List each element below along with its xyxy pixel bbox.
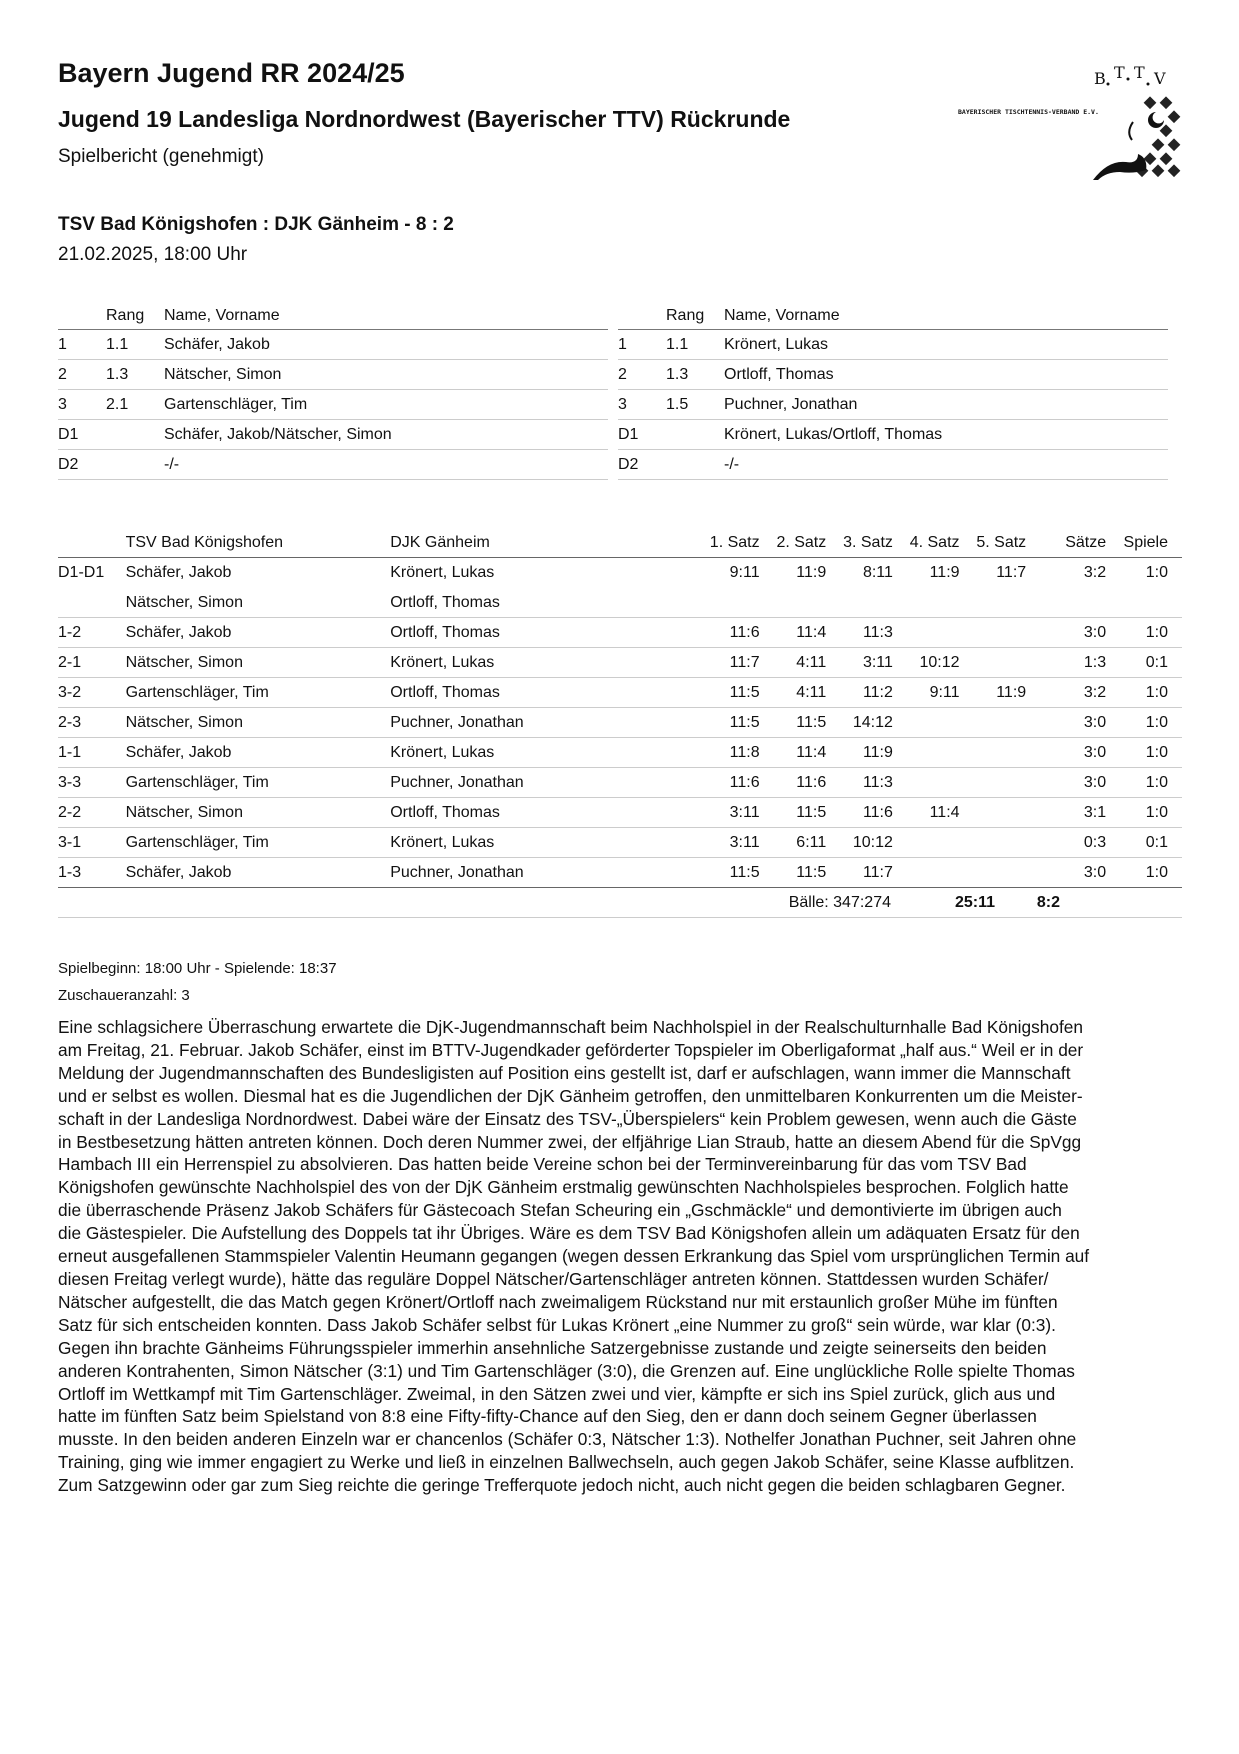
result-cell-away: Puchner, Jonathan <box>390 713 524 731</box>
result-cell-s4: 9:11 <box>929 683 960 701</box>
result-cell-spiele: 1:0 <box>1145 623 1169 641</box>
report-line: und er selbst es wollen. Diesmal hat es die Jugendlichen der DjK Gänheim getroffen, den unmittelbaren Konkurrenten um die Meister- <box>58 1085 1083 1106</box>
totals-row <box>58 888 1182 918</box>
balls-total: Bälle: 347:274 <box>788 893 891 911</box>
result-cell-key: 2-3 <box>58 713 82 731</box>
logo-letter-v: V <box>1154 69 1166 88</box>
result-cell-spiele: 1:0 <box>1145 683 1169 701</box>
result-cell-s3: 11:6 <box>862 803 893 821</box>
result-cell-away: Krönert, Lukas <box>390 653 495 671</box>
result-cell-home: Nätscher, Simon <box>125 653 243 671</box>
result-cell-s3: 14:12 <box>852 713 893 731</box>
result-cell-saetze: 3:0 <box>1083 773 1107 791</box>
results-header <box>58 528 1182 558</box>
match-title: TSV Bad Königshofen : DJK Gänheim - 8 : 2 <box>58 214 454 235</box>
result-cell-away: Krönert, Lukas <box>390 743 495 761</box>
result-cell-away: Ortloff, Thomas <box>390 623 500 641</box>
roster-row <box>618 420 1168 450</box>
roster-pos: D2 <box>58 455 79 473</box>
result-cell-spiele: 1:0 <box>1145 713 1169 731</box>
result-cell-s1: 11:5 <box>729 863 760 881</box>
roster-row <box>618 390 1168 420</box>
saetze-total: 25:11 <box>954 893 995 911</box>
report-line: diesen Freitag verlegt wurde), hätte das reguläre Doppel Nätscher/Gartenschläger antreten können. Stattdessen wurden Schäfer/ <box>58 1268 1049 1289</box>
report-line: Satz für sich entscheiden konnten. Dass Jakob Schäfer selbst für Lukas Krönert „eine Nummer zu groß“ sein würde, war klar (0:3). <box>58 1314 1056 1335</box>
report-line: erneut ausgefallenen Stammspieler Valentin Heumann gegangen (wegen dessen Erkrankung das Spiel vom ursprünglichen Termin auf <box>58 1246 1090 1267</box>
result-cell-s5: 11:7 <box>996 564 1027 581</box>
result-cell-saetze: 3:0 <box>1083 713 1107 731</box>
result-row <box>58 858 1182 888</box>
result-cell-s2: 4:11 <box>796 653 827 671</box>
result-cell-s3: 11:7 <box>862 863 893 881</box>
result-row <box>58 828 1182 858</box>
result-cell-away: Ortloff, Thomas <box>390 593 500 611</box>
result-cell-home: Gartenschläger, Tim <box>125 683 269 701</box>
roster-rang: 1.5 <box>666 395 689 413</box>
result-cell-saetze: 3:0 <box>1083 743 1107 761</box>
result-cell-spiele: 0:1 <box>1145 833 1169 851</box>
name-header: Name, Vorname <box>724 306 840 324</box>
report-line: hatte im fünften Satz beim Spielstand von 8:8 eine Fifty-fifty-Chance auf den Sieg, den er dann doch seinem Gegner überlassen <box>58 1406 1037 1427</box>
roster-name: -/- <box>724 455 740 473</box>
report-line: Hambach III ein Herrenspiel zu absolvieren. Das hatten beide Vereine schon bei der Terminvereinbarung für das vom TSV Bad <box>58 1154 1027 1175</box>
result-cell-s4: 11:4 <box>929 803 960 821</box>
roster-rang: 1.1 <box>106 335 129 353</box>
result-cell-home: Schäfer, Jakob <box>125 743 232 761</box>
result-row <box>58 558 1182 588</box>
result-cell-spiele: 1:0 <box>1145 743 1169 761</box>
result-cell-away: Krönert, Lukas <box>390 564 495 581</box>
match-times: Spielbeginn: 18:00 Uhr - Spielende: 18:37 <box>58 960 337 977</box>
result-cell-s2: 4:11 <box>796 683 827 701</box>
set2-header: 2. Satz <box>776 533 827 551</box>
result-cell-s3: 11:3 <box>862 623 893 641</box>
result-cell-s2: 11:5 <box>796 863 827 881</box>
result-row <box>58 708 1182 738</box>
logo-letter-b: B <box>1094 69 1106 88</box>
name-header: Name, Vorname <box>164 306 280 324</box>
match-report <box>58 1016 1182 1497</box>
result-cell-s2: 11:9 <box>796 564 827 581</box>
result-cell-s1: 11:8 <box>729 743 760 761</box>
report-line: Zum Satzgewinn oder gar zum Sieg reichte die geringe Trefferquote jedoch nicht, auch nicht gegen die beiden schlagbaren Gegner. <box>58 1475 1066 1496</box>
result-cell-away: Puchner, Jonathan <box>390 863 524 881</box>
result-cell-s1: 11:7 <box>729 653 760 671</box>
roster-pos: 1 <box>618 335 627 353</box>
result-cell-away: Krönert, Lukas <box>390 833 495 851</box>
result-cell-s2: 11:6 <box>796 773 827 791</box>
result-cell-home: Nätscher, Simon <box>125 593 243 611</box>
roster-row <box>618 330 1168 360</box>
result-cell-saetze: 3:2 <box>1083 564 1107 581</box>
result-cell-s3: 11:2 <box>862 683 893 701</box>
roster-row <box>58 390 608 420</box>
result-cell-home: Gartenschläger, Tim <box>125 773 269 791</box>
result-cell-away: Ortloff, Thomas <box>390 803 500 821</box>
roster-name: Krönert, Lukas <box>724 335 829 353</box>
result-cell-key: 1-2 <box>58 623 82 641</box>
result-cell-key: 3-3 <box>58 773 82 791</box>
away-team-header: DJK Gänheim <box>390 533 490 551</box>
roster-row <box>58 420 608 450</box>
result-cell-home: Nätscher, Simon <box>125 803 243 821</box>
roster-pos: 3 <box>618 395 627 413</box>
result-cell-s3: 10:12 <box>852 833 893 851</box>
result-cell-home: Schäfer, Jakob <box>125 623 232 641</box>
roster-rang: 2.1 <box>106 395 129 413</box>
report-line: Königshofen gewünschte Nachholspiel des von der DjK Gänheim erstmalig gewünschten Nachholspieles besprochen. Folglich hatte <box>58 1177 1069 1198</box>
result-cell-saetze: 1:3 <box>1083 653 1107 671</box>
rang-header: Rang <box>666 306 705 324</box>
roster-pos: 2 <box>58 365 67 383</box>
result-cell-s5: 11:9 <box>996 683 1027 701</box>
result-cell-key: 2-1 <box>58 653 82 671</box>
result-cell-spiele: 1:0 <box>1145 803 1169 821</box>
result-row <box>58 768 1182 798</box>
rang-header: Rang <box>106 306 145 324</box>
roster-pos: 3 <box>58 395 67 413</box>
report-line: Gegen ihn brachte Gänheims Führungsspieler immerhin ansehnliche Satzergebnisse zustande und zeigte seinerseits den beiden <box>58 1337 1047 1358</box>
home-roster <box>58 302 608 480</box>
report-line: in Bestbesetzung hätten antreten können. Doch deren Nummer zwei, der elfjährige Lian Straub, hatte an diesem Abend für die SpVgg <box>58 1131 1082 1152</box>
report-line: Eine schlagsichere Überraschung erwartete die DjK-Jugendmannschaft beim Nachholspiel in der Realschulturnhalle Bad Königshofen <box>58 1017 1083 1037</box>
report-line: die Gästespieler. Die Aufstellung des Doppels tat ihr Übriges. Wäre es dem TSV Bad Königshofen allein um adäquaten Ersatz für den <box>58 1223 1080 1244</box>
roster-rang: 1.3 <box>106 365 129 383</box>
result-cell-spiele: 1:0 <box>1145 773 1169 791</box>
result-cell-s4: 11:9 <box>929 564 960 581</box>
report-line: Meldung der Jugendmannschaften des Bundesligisten auf Position eins gestellt ist, darf er aufschlagen, wann immer die Mannschaft <box>58 1062 1071 1083</box>
result-cell-saetze: 3:2 <box>1083 683 1107 701</box>
result-cell-home: Gartenschläger, Tim <box>125 833 269 851</box>
result-cell-s2: 11:5 <box>796 713 827 731</box>
result-row <box>58 678 1182 708</box>
result-cell-s1: 3:11 <box>729 833 760 851</box>
roster-row <box>58 450 608 480</box>
roster-name: Ortloff, Thomas <box>724 365 834 383</box>
report-line: Nätscher aufgestellt, die das Match gegen Krönert/Ortloff nach zweimaligem Rückstand nur mit erstaunlich großer Mühe im fünften <box>58 1291 1058 1312</box>
result-cell-key: 1-3 <box>58 863 82 881</box>
report-line: am Freitag, 21. Februar. Jakob Schäfer, einst im BTTV-Jugendkader geförderter Topspieler im Oberligaformat „half aus.“ Weil er in der <box>58 1039 1084 1060</box>
result-cell-s3: 11:9 <box>862 743 893 761</box>
roster-pos: D1 <box>618 425 639 443</box>
result-cell-key: D1-D1 <box>58 564 105 581</box>
roster-pos: 1 <box>58 335 67 353</box>
set5-header: 5. Satz <box>976 533 1027 551</box>
result-cell-key: 2-2 <box>58 803 82 821</box>
result-row <box>58 648 1182 678</box>
logo-caption: BAYERISCHER TISCHTENNIS-VERBAND E.V. <box>958 108 1099 116</box>
roster-rang: 1.1 <box>666 335 689 353</box>
report-status: Spielbericht (genehmigt) <box>58 146 264 167</box>
set4-header: 4. Satz <box>909 533 960 551</box>
report-line: Training, ging wie immer engagiert zu Werke und ließ in einzelnen Ballwechseln, auch gegen Jakob Schäfer, seine Klasse aufblitzen. <box>58 1452 1075 1473</box>
away-roster <box>618 302 1168 480</box>
result-cell-s1: 11:6 <box>729 623 760 641</box>
roster-pos: 2 <box>618 365 627 383</box>
result-cell-s3: 8:11 <box>862 564 893 581</box>
roster-name: Schäfer, Jakob <box>164 335 270 353</box>
roster-name: Schäfer, Jakob/Nätscher, Simon <box>164 425 392 443</box>
roster-row <box>618 360 1168 390</box>
roster-rang: 1.3 <box>666 365 689 383</box>
result-cell-saetze: 3:0 <box>1083 623 1107 641</box>
result-cell-home: Nätscher, Simon <box>125 713 243 731</box>
result-cell-s3: 3:11 <box>862 653 893 671</box>
spiele-header: Spiele <box>1123 533 1169 551</box>
result-row <box>58 738 1182 768</box>
league-title: Bayern Jugend RR 2024/25 <box>58 58 405 88</box>
result-cell-s1: 3:11 <box>729 803 760 821</box>
result-cell-s2: 11:4 <box>796 623 827 641</box>
report-line: schaft in der Landesliga Nordnordwest. Dabei wäre der Einsatz des TSV-„Überspielers“ kein Problem gewesen, wenn auch die Gäste <box>58 1108 1077 1129</box>
saetze-header: Sätze <box>1065 533 1107 551</box>
result-cell-s2: 11:5 <box>796 803 827 821</box>
roster-row <box>58 360 608 390</box>
result-cell-s1: 9:11 <box>729 564 760 581</box>
result-cell-s2: 6:11 <box>796 833 827 851</box>
result-cell-s2: 11:4 <box>796 743 827 761</box>
result-cell-saetze: 3:1 <box>1083 803 1107 821</box>
result-cell-key: 3-2 <box>58 683 82 701</box>
set1-header: 1. Satz <box>709 533 760 551</box>
result-cell-s4: 10:12 <box>919 653 960 671</box>
set3-header: 3. Satz <box>843 533 893 551</box>
spiele-total: 8:2 <box>1036 893 1060 911</box>
results-table <box>58 528 1182 918</box>
spectator-count: Zuschaueranzahl: 3 <box>58 987 190 1004</box>
roster-row <box>618 450 1168 480</box>
result-cell-key: 1-1 <box>58 743 82 761</box>
result-cell-s1: 11:5 <box>729 713 760 731</box>
result-cell-s1: 11:6 <box>729 773 760 791</box>
report-line: musste. In den beiden anderen Einzeln war er chancenlos (Schäfer 0:3, Nätscher 1:3). Nothelfer Jonathan Puchner, seit Jahren ohne <box>58 1429 1077 1450</box>
match-date: 21.02.2025, 18:00 Uhr <box>58 244 248 265</box>
report-line: die überraschende Präsenz Jakob Schäfers für Gästecoach Stefan Scheuring ein „Gschmäckle“ und demontivierte im übrigen auch <box>58 1200 1062 1221</box>
result-cell-home: Schäfer, Jakob <box>125 564 232 581</box>
result-cell-s3: 11:3 <box>862 773 893 791</box>
result-row <box>58 618 1182 648</box>
roster-name: Nätscher, Simon <box>164 365 282 383</box>
result-cell-away: Puchner, Jonathan <box>390 773 524 791</box>
roster-pos: D1 <box>58 425 79 443</box>
roster-name: Gartenschläger, Tim <box>164 395 308 413</box>
report-line: Ortloff im Wettkampf mit Tim Gartenschläger. Zweimal, in den Sätzen zwei und vier, kämpfte er sich ins Spiel zurück, glich aus und <box>58 1383 1056 1404</box>
roster-pos: D2 <box>618 455 639 473</box>
logo-letter-t2: T <box>1134 63 1145 82</box>
bttv-logo <box>958 62 1186 182</box>
result-cell-s1: 11:5 <box>729 683 760 701</box>
result-cell-key: 3-1 <box>58 833 82 851</box>
result-row <box>58 588 1182 618</box>
home-team-header: TSV Bad Königshofen <box>125 533 284 551</box>
roster-name: Krönert, Lukas/Ortloff, Thomas <box>724 425 943 443</box>
roster-name: -/- <box>164 455 180 473</box>
roster-name: Puchner, Jonathan <box>724 395 858 413</box>
result-cell-spiele: 1:0 <box>1145 863 1169 881</box>
result-cell-spiele: 0:1 <box>1145 653 1169 671</box>
roster-row <box>58 330 608 360</box>
roster-header <box>58 302 608 330</box>
result-row <box>58 798 1182 828</box>
result-cell-saetze: 3:0 <box>1083 863 1107 881</box>
logo-letter-t1: T <box>1114 63 1125 82</box>
result-cell-saetze: 0:3 <box>1083 833 1107 851</box>
division-title: Jugend 19 Landesliga Nordnordwest (Bayerischer TTV) Rückrunde <box>58 106 791 132</box>
result-cell-away: Ortloff, Thomas <box>390 683 500 701</box>
result-cell-spiele: 1:0 <box>1145 564 1169 581</box>
report-line: anderen Kontrahenten, Simon Nätscher (3:1) und Tim Gartenschläger (3:0), die Grenzen auf. Eine unglückliche Rolle spielte Thomas <box>58 1360 1075 1381</box>
roster-header <box>618 302 1168 330</box>
result-cell-home: Schäfer, Jakob <box>125 863 232 881</box>
